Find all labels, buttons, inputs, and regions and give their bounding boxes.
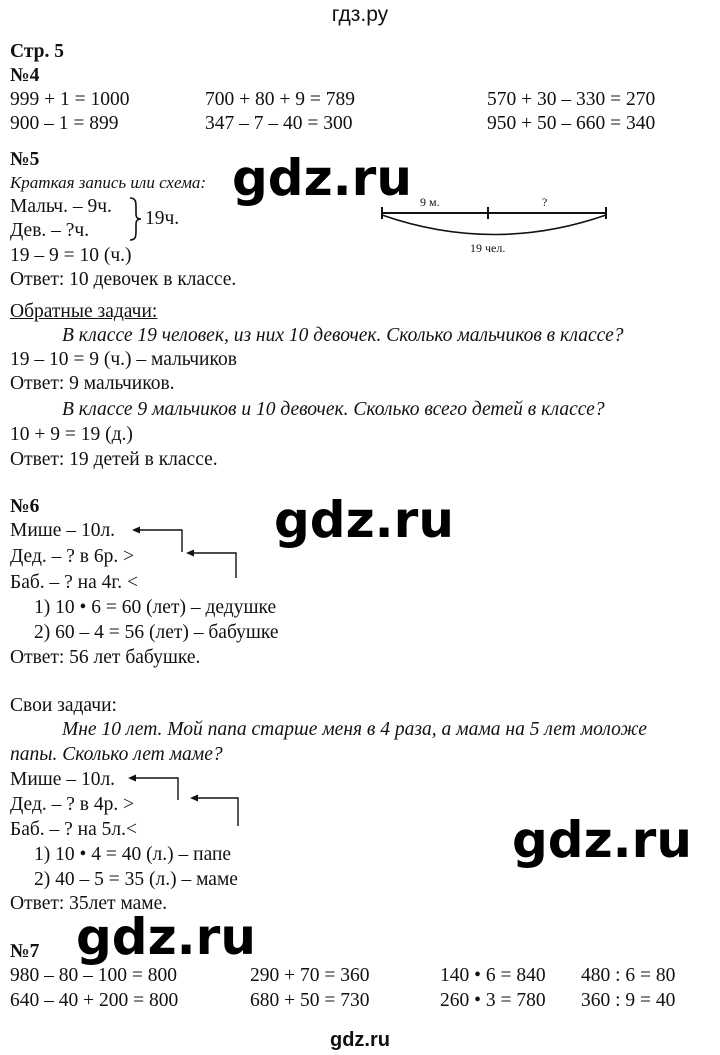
task4-expr: 950 + 50 – 660 = 340 — [487, 113, 656, 134]
task6-own-step2: 2) 40 – 5 = 35 (л.) – маме — [34, 869, 238, 890]
task6-own-arrows — [122, 770, 246, 828]
task6-own-answer: Ответ: 35лет маме. — [10, 893, 168, 914]
task5-short-note-label: Краткая запись или схема: — [10, 173, 207, 192]
task6-arrows — [128, 522, 240, 582]
task5-boys: Мальч. – 9ч. — [10, 196, 112, 217]
task5-inverse1-answer: Ответ: 9 мальчиков. — [10, 373, 175, 394]
task7-number: №7 — [10, 941, 40, 962]
task6-bab: Баб. – ? на 4г. < — [10, 572, 138, 593]
task5-answer: Ответ: 10 девочек в классе. — [10, 269, 237, 290]
scheme-left-label: 9 м. — [420, 195, 440, 209]
task5-inverse-title: Обратные задачи: — [10, 301, 158, 322]
task7-expr: 290 + 70 = 360 — [250, 965, 370, 986]
watermark: gdz.ru — [274, 491, 454, 549]
task7-expr: 140 • 6 = 840 — [440, 965, 546, 986]
task6-step2: 2) 60 – 4 = 56 (лет) – бабушке — [34, 622, 279, 643]
task7-expr: 680 + 50 = 730 — [250, 990, 370, 1011]
site-header: гдз.ру — [331, 3, 389, 26]
task6-number: №6 — [10, 496, 40, 517]
task6-misha: Мише – 10л. — [10, 520, 116, 541]
task5-brace — [128, 196, 142, 242]
task4-expr: 900 – 1 = 899 — [10, 113, 119, 134]
task6-own-bab: Баб. – ? на 5л.< — [10, 819, 137, 840]
task6-own-ded: Дед. – ? в 4р. > — [10, 794, 135, 815]
task7-expr: 980 – 80 – 100 = 800 — [10, 965, 177, 986]
task6-own-step1: 1) 10 • 4 = 40 (л.) – папе — [34, 844, 232, 865]
task5-girls: Дев. – ?ч. — [10, 220, 90, 241]
task6-ded: Дед. – ? в 6р. > — [10, 546, 135, 567]
task7-expr: 480 : 6 = 80 — [581, 965, 676, 986]
task5-segment-scheme — [378, 200, 610, 242]
site-footer: gdz.ru — [330, 1029, 390, 1051]
task5-inverse2-text: В классе 9 мальчиков и 10 девочек. Сколько всего детей в классе? — [62, 399, 605, 420]
task5-solution: 19 – 9 = 10 (ч.) — [10, 245, 132, 266]
page-title: Стр. 5 — [10, 41, 64, 62]
task6-own-title: Свои задачи: — [10, 695, 117, 716]
watermark: gdz.ru — [76, 908, 256, 966]
watermark: gdz.ru — [232, 149, 412, 207]
task4-expr: 999 + 1 = 1000 — [10, 89, 130, 110]
watermark: gdz.ru — [512, 811, 692, 869]
scheme-right-label: ? — [542, 195, 548, 209]
task6-own-text2: папы. Сколько лет маме? — [10, 744, 223, 765]
task7-expr: 260 • 3 = 780 — [440, 990, 546, 1011]
task6-step1: 1) 10 • 6 = 60 (лет) – дедушке — [34, 597, 277, 618]
task5-number: №5 — [10, 149, 40, 170]
task4-expr: 570 + 30 – 330 = 270 — [487, 89, 656, 110]
task5-total: 19ч. — [145, 208, 180, 229]
task4-expr: 700 + 80 + 9 = 789 — [205, 89, 355, 110]
task5-inverse1-text: В классе 19 человек, из них 10 девочек. Сколько мальчиков в классе? — [62, 325, 624, 346]
scheme-bottom-label: 19 чел. — [470, 241, 506, 255]
task7-expr: 640 – 40 + 200 = 800 — [10, 990, 179, 1011]
task6-answer: Ответ: 56 лет бабушке. — [10, 647, 201, 668]
task5-inverse2-solution: 10 + 9 = 19 (д.) — [10, 424, 133, 445]
task5-inverse1-solution: 19 – 10 = 9 (ч.) – мальчиков — [10, 349, 237, 370]
task4-number: №4 — [10, 65, 40, 86]
task5-inverse2-answer: Ответ: 19 детей в классе. — [10, 449, 218, 470]
task6-own-misha: Мише – 10л. — [10, 769, 116, 790]
task6-own-text1: Мне 10 лет. Мой папа старше меня в 4 раза, а мама на 5 лет моложе — [62, 719, 647, 740]
task4-expr: 347 – 7 – 40 = 300 — [205, 113, 353, 134]
task7-expr: 360 : 9 = 40 — [581, 990, 676, 1011]
